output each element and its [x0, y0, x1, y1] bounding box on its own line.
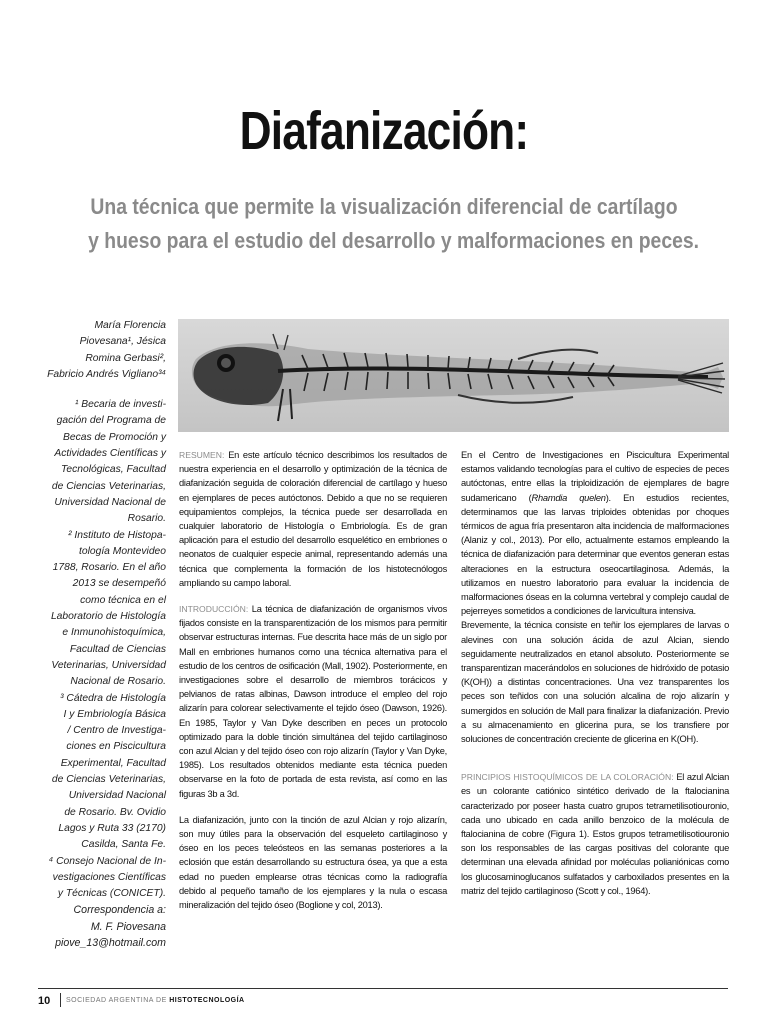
body-paragraph: La diafanización, junto con la tinción de azul Alcian y rojo alizarín, son muy útiles para la observación del esqueleto cartilaginoso y óseo en los peces teleósteos en las semanas posteriores a la eclosión que están desarrollando su estructura ósea, ya que a esta edad no pueden emplearse otras técnicas como la radiografía debido al pequeño tamaño de los ejemplares y la nula o escasa mineralización del tejido óseo (Boglione y col, 2013).	[179, 814, 447, 911]
footer-divider	[38, 988, 728, 989]
abstract-lead: RESUMEN:	[179, 450, 225, 460]
affiliation-line: de Ciencias Veterinarias,	[51, 774, 166, 786]
page-number: 10	[38, 995, 51, 1007]
affiliation-line: Universidad Nacional	[68, 790, 166, 802]
affiliation-line: Lagos y Ruta 33 (2170)	[58, 822, 166, 834]
affiliation-line: vestigaciones Científicas	[52, 871, 166, 883]
body-column-right	[461, 448, 729, 898]
affiliation-line: gación del Programa de	[56, 415, 166, 427]
body-paragraph: Brevemente, la técnica consiste en teñir los ejemplares de larvas o alevines con una solución ácida de azul Alcian, siendo seguidamente neutralizados en etanol absoluto. Posteriormente se transparentizan macerándolos en soluciones de hidróxido de potasio (K(OH)) a distintas concentraciones. Una vez transparentes los peces son teñidos con una solución alcalina de rojo alizarín y sumergidos en solución de Mall para finalizar la diafanización. Previo a su almacenamiento en glicerina pura, se los transfiere por soluciones de concentración creciente de glicerina en K(OH).	[461, 620, 729, 745]
histochemistry-lead: PRINCIPIOS HISTOQUÍMICOS DE LA COLORACIÓN:	[461, 772, 674, 783]
body-text: ). En estudios recientes, determinamos que las larvas triploides obtenidas por choques térmicos de agua fría presentaron alta incidencia de malformaciones (Alaniz y col., 2013). Por ello, actualmente estamos empleando la técnica de diafanización para determinar que eventos generan estas alteraciones en la estructura oseocartilaginosa. Además, la utilizamos en nuestro laboratorio para evaluar la incidencia de malformaciones óseas en la columna vertebral y complejo caudal de pejerreyes sometidos a condiciones de larvicultura intensiva.	[461, 492, 730, 617]
author-line: María Florencia	[94, 320, 166, 331]
article-subtitle	[88, 190, 699, 258]
affiliation-line: Actividades Científicas y	[54, 448, 166, 460]
introduction-paragraph	[179, 602, 447, 801]
footer-separator	[60, 993, 61, 1007]
affiliation-line: como técnica en el	[80, 594, 166, 606]
affiliation-line: e Inmunohistoquímica,	[62, 627, 166, 639]
introduction-text: La técnica de diafanización de organismos vivos fijados consiste en la transparentización de los mismos para permitir observar estructuras internas. Fue descrita hace más de un siglo por Mall en embriones humanos como una técnica alternativa para el estudio de los centros de osificación (Mall, 1902). Posteriormente, en investigaciones sobre el desarrollo de miembros torácicos y pelvianos de ratas albinas, Dawson introduce el empleo del rojo alizarín para colorear selectivamente el tejido óseo (Dawson, 1926). En 1985, Taylor y Van Dyke describen en peces un protocolo optimizado para la doble tinción simultánea del tejido cartilaginoso con azul Alcian y del tejido óseo con rojo alizarín (Taylor y Van Dyke, 1985). Los resultados obtenidos mediante esta técnica pueden observarse en la foto de portada de esta revista, así como en las figuras 3b a 3d.	[179, 604, 447, 799]
affiliation-line: 1788, Rosario. En el año	[52, 562, 166, 574]
affiliation-line: Universidad Nacional de	[54, 496, 166, 508]
author-line: Piovesana¹, Jésica	[79, 336, 166, 348]
correspondence	[14, 902, 166, 951]
affiliation-line: ³ Cátedra de Histología	[60, 692, 166, 704]
histochemistry-text: El azul Alcian es un colorante catiónico sintético derivado de la ftalocianina caracterizado por poseer hasta cuatro grupos tetrametilisotiouronio, cada uno ubicado en cada anillo benzoico de la molécula de ftalocianina de cobre (Figura 1). Estos grupos tetrametilisotiouronio son los responsables de las cargas positivas del colorante que determinan una elevada afinidad por moléculas polianiónicas como los glucosaminoglucanos sulfatados y carboxilados presentes en la matriz del tejido cartilaginoso (Scott y col., 1964).	[461, 772, 729, 896]
affiliation-3	[14, 691, 166, 854]
affiliation-line: Becas de Promoción y	[62, 431, 166, 443]
affiliation-line: Experimental, Facultad	[60, 757, 166, 769]
affiliation-line: Veterinarias, Universidad	[51, 659, 166, 671]
abstract-paragraph	[179, 448, 447, 590]
body-column-left	[179, 448, 447, 912]
affiliation-line: / Centro de Investiga-	[67, 725, 166, 737]
author-line: Fabricio Andrés Vigliano³⁴	[47, 368, 166, 380]
affiliation-line: Casilda, Santa Fe.	[81, 839, 166, 851]
body-text: En el Centro de Investigaciones en Piscicultura Experimental estamos validando tecnologías para el cultivo de especies de peces autóctonas, entre ellas la triploidización de ejemplares de bagre sudamericano (	[461, 450, 729, 503]
affiliation-line: Nacional de Rosario.	[70, 676, 166, 688]
correspondence-name: M. F. Piovesana	[90, 920, 166, 933]
abstract-text: En este artículo técnico describimos los resultados de nuestra experiencia en el desarrollo y optimización de la técnica de diafanización seguida de coloración diferencial de cartílago y hueso en ejemplares de peces autóctonos. Debido a que no se requieren equipamientos complejos, la técnica puede ser desarrollada en cualquier laboratorio de Histología o Embriología. Es de gran aplicación para el estudio del desarrollo esquelético en embriones o neonatos de cualquier especie animal, representando además una técnica que complementa la formación de los histotecnólogos ampliando su campo laboral.	[179, 450, 447, 588]
footer-society	[66, 997, 245, 1004]
subtitle-line-1: Una técnica que permite la visualización diferencial de cartílago	[90, 194, 678, 219]
fish-skeleton-image	[178, 319, 729, 432]
affiliation-line: Tecnológicas, Facultad	[61, 464, 166, 476]
introduction-lead: INTRODUCCIÓN:	[179, 604, 249, 615]
affiliation-line: ciones en Piscicultura	[66, 741, 166, 753]
affiliation-line: ² Instituto de Histopa-	[68, 529, 166, 541]
author-line: Romina Gerbasi²,	[85, 352, 166, 364]
author-names	[14, 318, 166, 383]
affiliation-line: de Rosario. Bv. Ovidio	[64, 806, 166, 818]
correspondence-label: Correspondencia a:	[73, 904, 166, 917]
cleared-fish-photo	[178, 319, 729, 432]
article-title: Diafanización:	[239, 101, 529, 161]
affiliation-1	[14, 397, 166, 527]
affiliation-line: y Técnicas (CONICET).	[57, 888, 166, 900]
body-paragraph	[461, 448, 729, 618]
society-name: HISTOTECNOLOGÍA	[169, 997, 245, 1004]
affiliation-line: Laboratorio de Histología	[50, 611, 166, 623]
author-sidebar	[14, 318, 166, 951]
society-prefix: SOCIEDAD ARGENTINA DE	[66, 997, 170, 1004]
affiliation-4	[14, 854, 166, 903]
affiliation-line: tología Montevideo	[78, 545, 166, 557]
affiliation-line: 2013 se desempeñó	[72, 578, 166, 590]
affiliation-line: de Ciencias Veterinarias,	[51, 480, 166, 492]
affiliation-line: I y Embriología Básica	[63, 708, 166, 720]
affiliation-line: ¹ Becaria de investi-	[75, 399, 166, 411]
affiliation-line: Rosario.	[127, 513, 166, 525]
species-name: Rhamdia quelen	[531, 492, 606, 503]
affiliation-2	[14, 528, 166, 691]
affiliation-line: Facultad de Ciencias	[69, 643, 166, 655]
correspondence-email[interactable]: piove_13@hotmail.com	[55, 936, 166, 949]
subtitle-line-2: y hueso para el estudio del desarrollo y malformaciones en peces.	[88, 228, 699, 253]
histochemistry-paragraph	[461, 770, 729, 898]
affiliation-line: ⁴ Consejo Nacional de In-	[48, 855, 166, 867]
